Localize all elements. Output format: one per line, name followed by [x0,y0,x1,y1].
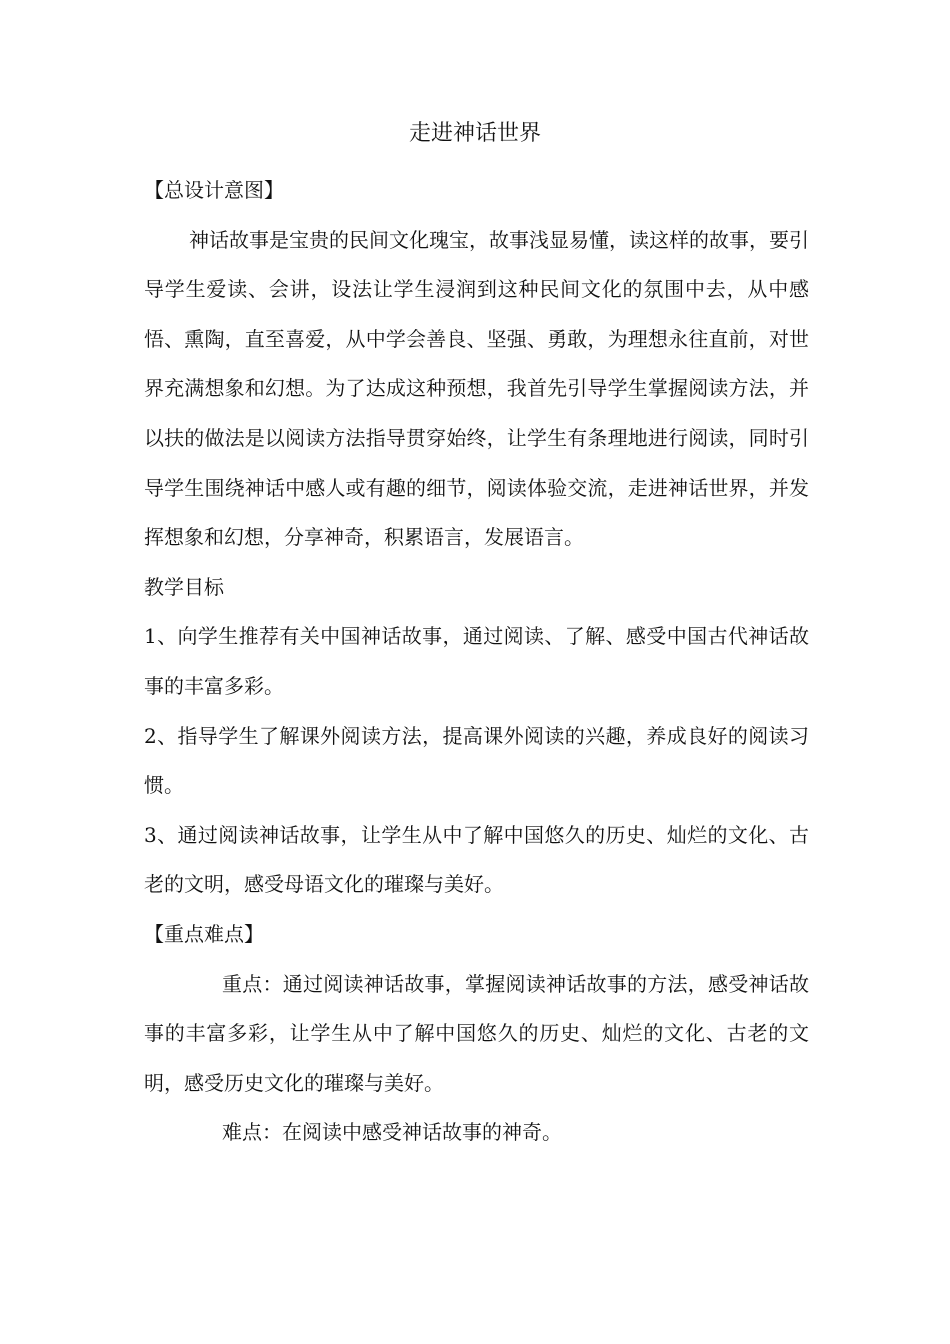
difficulty-paragraph: 难点：在阅读中感受神话故事的神奇。 [222,1120,562,1145]
document-title: 走进神话世界 [408,121,541,146]
document-body [144,166,809,1158]
key-point-paragraph: 重点：通过阅读神话故事，掌握阅读神话故事的方法，感受神话故事的丰富多彩，让学生从中了解中国悠久的历史、灿烂的文化、古老的文明，感受历史文化的璀璨与美好。 [144,971,809,1095]
key-difficulty-heading: 【重点难点】 [144,921,264,946]
teaching-goals-heading: 教学目标 [144,574,224,599]
design-intent-heading: 【总设计意图】 [144,178,284,202]
teaching-goal-item: 2、指导学生了解课外阅读方法，提高课外阅读的兴趣，养成良好的阅读习惯。 [144,723,809,798]
teaching-goal-item: 1、向学生推荐有关中国神话故事，通过阅读、了解、感受中国古代神话故事的丰富多彩。 [144,624,809,698]
teaching-goal-item: 3、通过阅读神话故事，让学生从中了解中国悠久的历史、灿烂的文化、古老的文明，感受母语文化的璀璨与美好。 [144,822,809,897]
design-intent-paragraph: 神话故事是宝贵的民间文化瑰宝，故事浅显易懂，读这样的故事，要引导学生爱读、会讲，设法让学生浸润到这种民间文化的氛围中去，从中感悟、熏陶，直至喜爱，从中学会善良、坚强、勇敢，为理想永往直前，对世界充满想象和幻想。为了达成这种预想，我首先引导学生掌握阅读方法，并以扶的做法是以阅读方法指导贯穿始终，让学生有条理地进行阅读，同时引导学生围绕神话中感人或有趣的细节，阅读体验交流，走进神话世界，并发挥想象和幻想，分享神奇，积累语言，发展语言。 [144,227,809,550]
